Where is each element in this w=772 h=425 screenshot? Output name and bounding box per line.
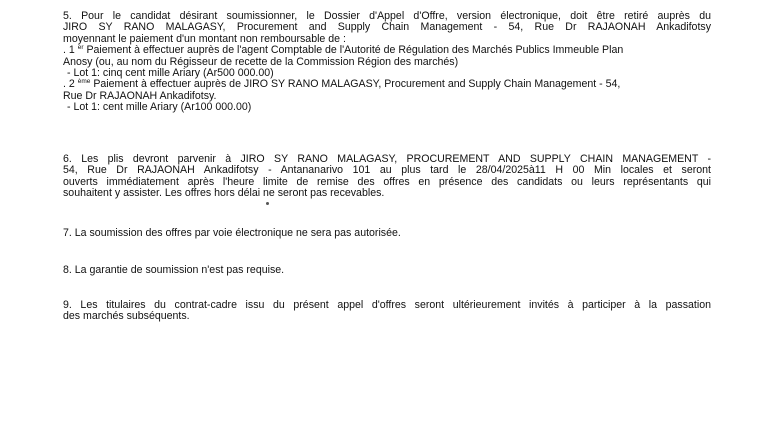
paragraph-7 <box>63 228 711 239</box>
p5-line-2: JIRO SY RANO MALAGASY, Procurement and Supply Chain Management - 54, Rue Dr RAJAONAH Ankadifotsy <box>63 21 711 34</box>
p5-lot-2: - Lot 1: cent mille Ariary (Ar100 000.00) <box>67 101 252 114</box>
p5-payment-1-prefix: . 1 <box>63 44 75 57</box>
p5-payment-2-prefix: . 2 <box>63 78 75 91</box>
paragraph-6 <box>63 154 711 200</box>
p5-payment-2-text: Paiement à effectuer auprès de JIRO SY RANO MALAGASY, Procurement and Supply Chain Management - 54, <box>93 78 621 91</box>
p9-line-1: 9. Les titulaires du contrat-cadre issu du présent appel d'offres seront ultérieurement invités à participer à la passation <box>63 299 711 311</box>
p5-payment-2-sup: ème <box>77 78 91 86</box>
p6-line-1: 6. Les plis devront parvenir à JIRO SY RANO MALAGASY, PROCUREMENT AND SUPPLY CHAIN MANAGEMENT - <box>63 153 711 165</box>
p5-payment-1-text: Paiement à effectuer auprès de l'agent Comptable de l'Autorité de Régulation des Marchés Publics Immeuble Plan <box>86 44 624 57</box>
p9-line-2: des marchés subséquents. <box>63 310 190 323</box>
p5-line-1: 5. Pour le candidat désirant soumissionner, le Dossier d'Appel d'Offre, version électronique, doit être retiré auprès du <box>63 10 711 22</box>
paragraph-9 <box>63 300 711 323</box>
paragraph-8 <box>63 265 711 276</box>
scan-speck <box>266 202 269 205</box>
p5-lot-1: - Lot 1: cinq cent mille Ariary (Ar500 000.00) <box>67 67 274 80</box>
p6-line-4: souhaitent y assister. Les offres hors délai ne seront pas recevables. <box>63 187 385 200</box>
p5-payment-2-cont: Rue Dr RAJAONAH Ankadifotsy. <box>63 89 217 102</box>
p5-payment-1 <box>63 45 711 56</box>
p5-payment-1-cont: Anosy (ou, au nom du Régisseur de recette de la Commission Région des marchés) <box>63 55 459 68</box>
p6-line-3: ouverts immédiatement après l'heure limite de remise des offres en présence des candidats ou leurs représentants qui <box>63 175 711 188</box>
p5-line-3: moyennant le paiement d'un montant non remboursable de : <box>63 32 346 45</box>
p6-line-2: 54, Rue Dr RAJAONAH Ankadifotsy - Antananarivo 101 au plus tard le 28/04/2025à11 H 00 Min locales et seront <box>63 164 711 177</box>
p5-payment-1-sup: er <box>77 44 84 52</box>
p8-line-1: 8. La garantie de soumission n'est pas requise. <box>63 264 285 276</box>
p7-line-1: 7. La soumission des offres par voie électronique ne sera pas autorisée. <box>63 227 401 239</box>
paragraph-5 <box>63 11 711 114</box>
